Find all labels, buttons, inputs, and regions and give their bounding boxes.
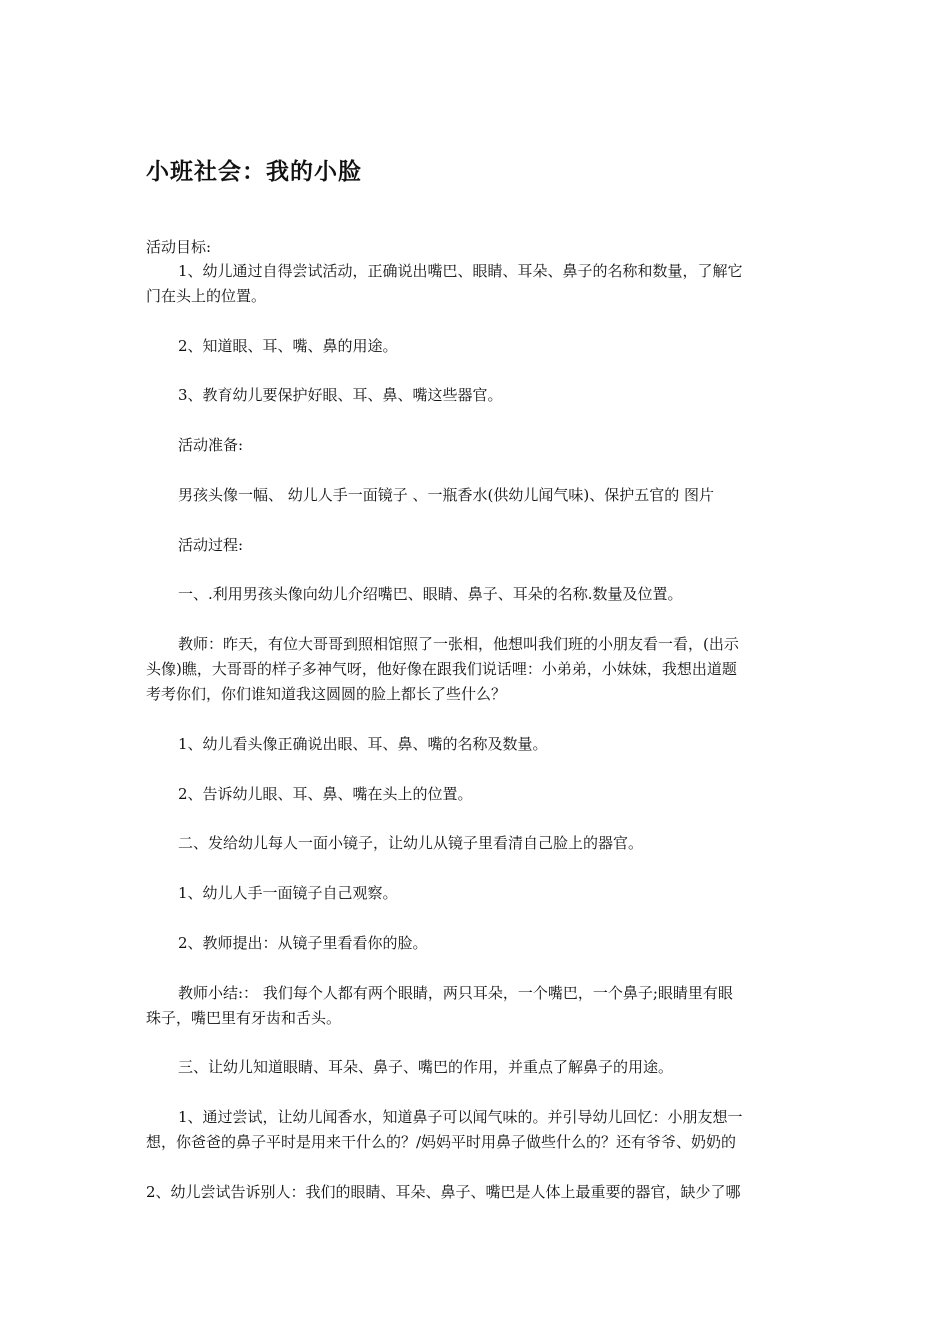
text-line: 二、发给幼儿每人一面小镜子，让幼儿从镜子里看清自己脸上的器官。 <box>178 834 644 852</box>
text-line: 活动准备: <box>178 436 244 454</box>
text-line: 三、让幼儿知道眼睛、耳朵、鼻子、嘴巴的作用，并重点了解鼻子的用途。 <box>178 1058 674 1076</box>
text-line: 2、教师提出：从镜子里看看你的脸。 <box>178 934 428 952</box>
text-line: 考考你们，你们谁知道我这圆圆的脸上都长了些什么？ <box>146 685 507 703</box>
text-line: 2、告诉幼儿眼、耳、鼻、嘴在头上的位置。 <box>178 785 473 803</box>
text-line: 1、幼儿人手一面镜子自己观察。 <box>178 884 398 902</box>
text-line: 3、教育幼儿要保护好眼、耳、鼻、嘴这些器官。 <box>178 386 503 404</box>
text-line: 2、幼儿尝试告诉别人：我们的眼睛、耳朵、鼻子、嘴巴是人体上最重要的器官，缺少了哪 <box>146 1183 741 1201</box>
document-title: 小班社会：我的小脸 <box>146 159 362 185</box>
text-line: 教师：昨天，有位大哥哥到照相馆照了一张相，他想叫我们班的小朋友看一看，(出示 <box>178 635 739 653</box>
text-line: 一、.利用男孩头像向幼儿介绍嘴巴、眼睛、鼻子、耳朵的名称.数量及位置。 <box>178 585 683 603</box>
text-line: 想，你爸爸的鼻子平时是用来干什么的？/妈妈平时用鼻子做些什么的？还有爷爷、奶奶的 <box>146 1133 737 1151</box>
text-line: 活动过程: <box>178 536 244 554</box>
text-line: 门在头上的位置。 <box>146 287 267 305</box>
text-line: 1、幼儿看头像正确说出眼、耳、鼻、嘴的名称及数量。 <box>178 735 548 753</box>
text-line: 教师小结:： 我们每个人都有两个眼睛，两只耳朵，一个嘴巴，一个鼻子;眼睛里有眼 <box>178 984 733 1002</box>
text-line: 男孩头像一幅、 幼儿人手一面镜子 、一瓶香水(供幼儿闻气味)、保护五官的 图片 <box>178 486 715 504</box>
text-line: 珠子，嘴巴里有牙齿和舌头。 <box>146 1009 342 1027</box>
text-line: 1、通过尝试，让幼儿闻香水，知道鼻子可以闻气味的。并引导幼儿回忆：小朋友想一 <box>178 1108 743 1126</box>
text-line: 1、幼儿通过自得尝试活动，正确说出嘴巴、眼睛、耳朵、鼻子的名称和数量，了解它 <box>178 262 743 280</box>
text-line: 2、知道眼、耳、嘴、鼻的用途。 <box>178 337 398 355</box>
text-line: 活动目标: <box>146 238 212 256</box>
text-line: 头像)瞧，大哥哥的样子多神气呀，他好像在跟我们说话哩：小弟弟，小妹妹，我想出道题 <box>146 660 737 678</box>
